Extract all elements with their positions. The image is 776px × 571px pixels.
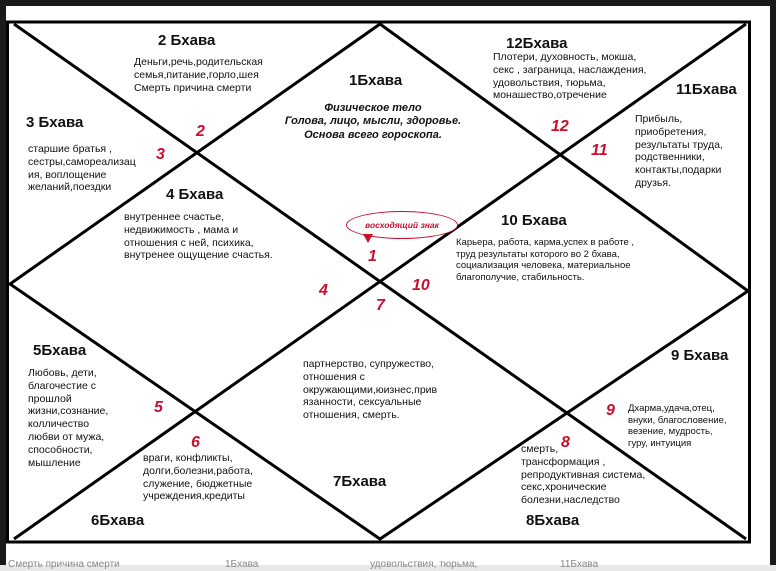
bhava-8-number: 8 <box>561 434 570 451</box>
bhava-3-title: 3 Бхава <box>26 114 84 131</box>
bhava-9-title: 9 Бхава <box>671 347 729 364</box>
bhava-12-number: 12 <box>551 118 569 135</box>
bottom-strip-text-1: Смерть причина смерти <box>8 559 120 570</box>
bhava-3-number: 3 <box>156 146 165 163</box>
bhava-2-title: 2 Бхава <box>158 32 216 49</box>
bhava-10-title: 10 Бхава <box>501 212 567 229</box>
bhava-9-description: Дхарма,удача,отец, внуки, благословение, везение, мудрость, гуру, интуиция <box>628 403 727 449</box>
bhava-1-title: 1Бхава <box>349 72 403 89</box>
bhava-11-title: 11Бхава <box>676 81 737 98</box>
ascendant-label: восходящий знак <box>365 220 439 230</box>
bhava-6-number: 6 <box>191 434 200 451</box>
bhava-4-title: 4 Бхава <box>166 186 224 203</box>
bhava-1-number: 1 <box>368 248 377 265</box>
bhava-10-number: 10 <box>412 277 430 294</box>
bhava-6-description: враги, конфликты, долги,болезни,работа, служение, бюджетные учреждения,кредиты <box>143 452 253 503</box>
bhava-5-title: 5Бхава <box>33 342 87 359</box>
bhava-7-number: 7 <box>376 297 385 314</box>
bottom-strip-text-3: удовольствия, тюрьма, <box>370 559 478 570</box>
bhava-6-title: 6Бхава <box>91 512 145 529</box>
bhava-11-number: 11 <box>591 142 608 159</box>
bhava-12-title: 12Бхава <box>506 35 568 52</box>
chart-frame <box>6 6 770 565</box>
bhava-1-description: Физическое тело Голова, лицо, мысли, здоровье. Основа всего гороскопа. <box>284 102 462 141</box>
bottom-strip-text-4: 11Бхава <box>560 559 599 570</box>
bhava-4-description: внутреннее счастье, недвижимость , мама и отношения с ней, психика, внутренее ощущение счастья. <box>124 211 273 262</box>
bhava-12-description: Плотери, духовность, мокша, секс , заграница, наслаждения, удовольствия, тюрьма, монашество,отречение <box>493 51 647 102</box>
bhava-3-description: старшие братья , сестры,самореализац ия, воплощение желаний,поездки <box>28 143 136 194</box>
bhava-9-number: 9 <box>606 402 615 419</box>
bhava-2-description: Деньги,речь,родительская семья,питание,горло,шея Смерть причина смерти <box>134 56 263 94</box>
bottom-strip-text-2: 1Бхава <box>225 559 259 570</box>
bhava-10-description: Карьера, работа, карма,успех в работе , труд результаты которого во 2 бхава, социализация человека, материальное благополучие, стабильность. <box>456 237 635 283</box>
cropped-bottom-strip <box>0 559 776 571</box>
bhava-11-description: Прибыль, приобретения, результаты труда, родственники, контакты,подарки друзья. <box>635 113 723 189</box>
bhava-5-description: Любовь, дети, благочестие с прошлой жизни,сознание, колличество любви от мужа, способности, мышление <box>28 367 109 469</box>
ascendant-callout-tail <box>363 234 373 243</box>
bhava-7-description: партнерство, супружество, отношения с окружающими,юизнес,прив язанности, сексуальные отношения, смерть. <box>303 358 438 422</box>
bhava-2-number: 2 <box>196 123 205 140</box>
bhava-8-title: 8Бхава <box>526 512 580 529</box>
bhava-7-title: 7Бхава <box>333 473 387 490</box>
bhava-5-number: 5 <box>154 399 163 416</box>
bhava-8-description: смерть, трансформация , репродуктивная система, секс,хронические болезни,наследство <box>521 443 646 507</box>
bhava-4-number: 4 <box>319 282 328 299</box>
